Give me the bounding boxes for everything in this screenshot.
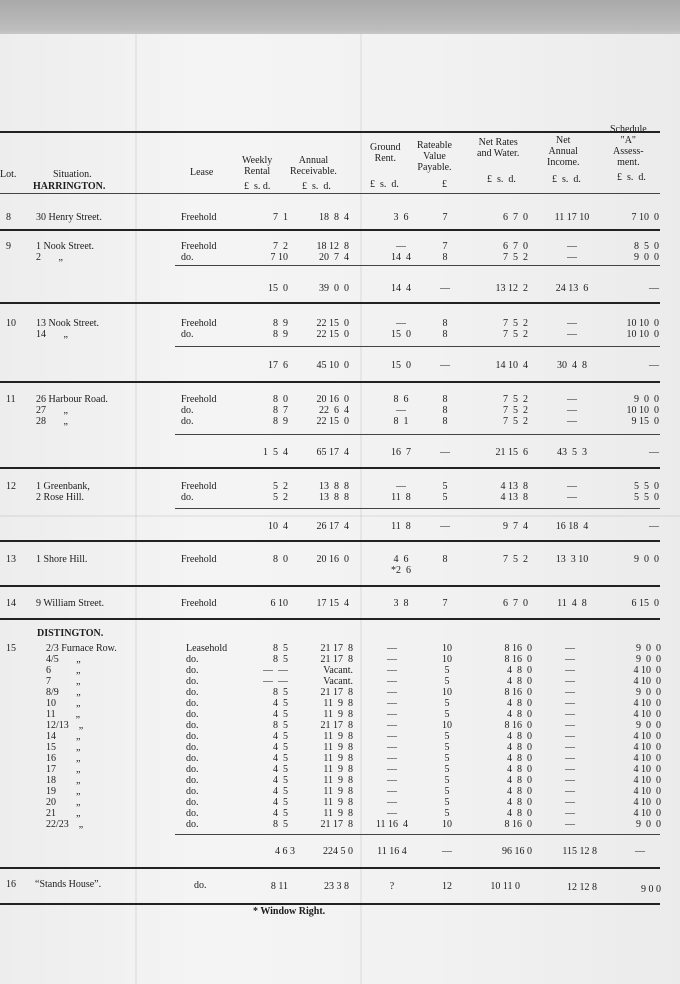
paper-fold (360, 34, 362, 984)
annual-cell: 13 8 8 13 8 8 (319, 481, 349, 503)
header-top-rule (0, 131, 660, 133)
lot-number: 11 (6, 394, 16, 405)
lease-cell: Freehold (181, 554, 217, 565)
annual-cell: 17 15 4 (316, 598, 349, 609)
net-income-cell: 11 4 8 (557, 598, 587, 609)
ground-cell: — 14 4 (391, 241, 411, 263)
footnote: * Window Right. (253, 906, 326, 917)
subtotal-rule (175, 434, 660, 435)
weekly-cell: 8 0 8 7 8 9 (273, 394, 288, 427)
annual-cell: 20 16 0 (316, 554, 349, 565)
net-income-cell: — — (567, 241, 577, 263)
annual-cell: 65 17 4 (316, 447, 349, 458)
net-income-cell: 30 4 8 (557, 360, 587, 371)
net-rates-cell: 10 11 0 (490, 881, 520, 892)
schedule-cell: — (649, 447, 659, 458)
schedule-cell: 9 0 0 10 10 0 9 15 0 (626, 394, 659, 427)
rateable-cell: 8 8 (442, 318, 448, 340)
bottom-rule (0, 903, 660, 905)
schedule-cell: 6 15 0 (631, 598, 659, 609)
net-income-cell: 13 3 10 (555, 554, 589, 565)
net-income-cell: 11 17 10 (554, 212, 590, 223)
net-rates-cell: 14 10 4 (495, 360, 528, 371)
rateable-cell: — (440, 447, 450, 458)
weekly-cell: 8 9 8 9 (273, 318, 288, 340)
net-rates-cell: 6 7 0 7 5 2 (503, 241, 528, 263)
ground-cell: 8 6 — 8 1 (393, 394, 409, 427)
situation-cell: 1 Nook Street. 2 „ (36, 241, 95, 263)
weekly-cell: 8 0 (273, 554, 288, 565)
subtotal-rule (175, 265, 660, 266)
schedule-cell: — (649, 360, 659, 371)
schedule-cell: — (649, 521, 659, 532)
lot-number: 13 (6, 554, 16, 565)
ground-cell: — — — — — — — — — — — — — — — — 11 16 4 (375, 643, 409, 830)
header-bottom-rule (0, 193, 660, 194)
weekly-cell: 7 1 (273, 212, 288, 223)
weekly-cell: 17 6 (268, 360, 288, 371)
net-rates-cell: 8 16 0 8 16 0 4 8 0 4 8 0 8 16 0 4 8 0 4 8 0 8 16 0 4 8 0 4 8 0 4 8 0 4 8 0 4 8 0 4 8 0 4 8 0 4 8 0 8 16 0 (504, 643, 532, 830)
net-rates-cell: 6 7 0 (503, 212, 528, 223)
lease-cell: Freehold (181, 598, 217, 609)
net-rates-total: 96 16 0 (502, 846, 532, 857)
weekly-cell: 6 10 (270, 598, 288, 609)
section-rule (0, 302, 660, 304)
situation-cell: “Stands House”. (35, 879, 102, 890)
situation-cell: 1 Shore Hill. (36, 554, 88, 565)
rateable-cell: 7 8 (442, 241, 448, 263)
subtotal-rule (175, 346, 660, 347)
annual-cell: 18 12 8 20 7 4 (316, 241, 349, 263)
situation-cell: 30 Henry Street. (36, 212, 102, 223)
header-net-income: Net Annual Income. (547, 135, 580, 168)
net-income-total: 115 12 8 (562, 846, 597, 857)
rateable-cell: 10 10 5 5 10 5 5 10 5 5 5 5 5 5 5 5 10 (442, 643, 452, 830)
section-rule (0, 867, 660, 869)
schedule-cell: 10 10 0 10 10 0 (626, 318, 659, 340)
header-schedule: Schedule "A" Assess- ment. (610, 124, 647, 168)
section-rule (0, 229, 660, 231)
paper-fold (135, 34, 137, 984)
net-income-cell: 12 12 8 (567, 882, 597, 893)
situation-cell: 2/3 Furnace Row. 4/5 „ 6 „ 7 „ 8/9 „ 10 „ 11 „ 12/13 „ 14 „ 15 „ 16 „ 17 „ 18 „ 19 „ 20 „ 21 „ 22/23 „ (46, 643, 117, 830)
lease-cell: Freehold do. (181, 318, 217, 340)
annual-cell: 26 17 4 (316, 521, 349, 532)
header-weekly: Weekly Rental (242, 155, 273, 177)
section-rule (0, 540, 660, 542)
situation-cell: 26 Harbour Road. 27 „ 28 „ (36, 394, 108, 427)
annual-cell: 21 17 8 21 17 8 Vacant. Vacant. 21 17 8 11 9 8 11 9 8 21 17 8 11 9 8 11 9 8 11 9 8 11 9 8 11 9 8 11 9 8 11 9 8 11 9 8 21 17 8 (320, 643, 353, 830)
units-net-rates: £ s. d. (487, 174, 516, 185)
distington-heading: DISTINGTON. (37, 628, 104, 639)
schedule-cell: 7 10 0 (631, 212, 659, 223)
net-rates-cell: 4 13 8 4 13 8 (500, 481, 528, 503)
section-rule (0, 585, 660, 587)
ground-total: 11 16 4 (377, 846, 407, 857)
units-schedule: £ s. d. (617, 172, 646, 183)
rateable-cell: 12 (442, 881, 452, 892)
schedule-cell: 5 5 0 5 5 0 (634, 481, 659, 503)
section-rule (0, 467, 660, 469)
header-rateable: Rateable Value Payable. (417, 140, 452, 173)
ground-cell: ? (389, 881, 395, 892)
rateable-cell: 8 (442, 554, 448, 565)
paper-fold (0, 515, 680, 517)
header-net-rates: Net Rates and Water. (477, 137, 520, 159)
header-annual: Annual Receivable. (290, 155, 337, 177)
lot-number: 8 (6, 212, 11, 223)
lot-number: 16 (6, 879, 16, 890)
annual-cell: 22 15 0 22 15 0 (316, 318, 349, 340)
rateable-total: — (442, 846, 452, 857)
weekly-cell: 7 2 7 10 (270, 241, 288, 263)
section-rule (0, 618, 660, 620)
ground-cell: 11 8 (391, 521, 411, 532)
annual-cell: 39 0 0 (319, 283, 349, 294)
annual-cell: 18 8 4 (319, 212, 349, 223)
section-rule (0, 381, 660, 383)
rateable-cell: 7 (442, 598, 448, 609)
rateable-cell: 5 5 (442, 481, 448, 503)
units-rateable: £ (442, 179, 447, 190)
header-lot: Lot. (0, 169, 17, 180)
annual-cell: 23 3 8 (324, 881, 349, 892)
net-income-cell: 43 5 3 (557, 447, 587, 458)
lease-cell: Freehold do. (181, 481, 217, 503)
units-annual: £ s. d. (302, 181, 331, 192)
lease-cell: Leasehold do. do. do. do. do. do. do. do. do. do. do. do. do. do. do. do. (186, 643, 228, 830)
lease-cell: Freehold (181, 212, 217, 223)
lot-number: 15 (6, 643, 16, 654)
lot-number: 12 (6, 481, 16, 492)
net-rates-cell: 9 7 4 (503, 521, 528, 532)
net-rates-cell: 7 5 2 (503, 554, 528, 565)
net-rates-cell: 7 5 2 7 5 2 (503, 318, 528, 340)
schedule-cell: — (649, 283, 659, 294)
rateable-cell: 7 (442, 212, 448, 223)
schedule-cell: 9 0 0 (634, 554, 659, 565)
schedule-cell: 9 0 0 (641, 884, 661, 895)
ground-cell: — 11 8 (391, 481, 411, 503)
net-income-cell: 24 13 6 (555, 283, 589, 294)
units-ground: £ s. d. (370, 179, 399, 190)
rateable-cell: — (440, 283, 450, 294)
schedule-cell: 9 0 0 9 0 0 4 10 0 4 10 0 9 0 0 4 10 0 4 10 0 9 0 0 4 10 0 4 10 0 4 10 0 4 10 0 4 10 0 4 10 0 4 10 0 4 10 0 9 0 0 (633, 643, 661, 830)
weekly-cell: 15 0 (268, 283, 288, 294)
weekly-cell: 1 5 4 (263, 447, 288, 458)
header-harrington: HARRINGTON. (33, 181, 106, 192)
ground-cell: 15 0 (391, 360, 411, 371)
lease-cell: Freehold do. (181, 241, 217, 263)
rateable-cell: 8 8 8 (442, 394, 448, 427)
lease-cell: Freehold do. do. (181, 394, 217, 427)
annual-cell: 20 16 0 22 6 4 22 15 0 (316, 394, 349, 427)
weekly-total: 4 6 3 (275, 846, 295, 857)
ground-cell: — 15 0 (391, 318, 411, 340)
ground-cell: 4 6 *2 6 (391, 554, 411, 576)
weekly-cell: 10 4 (268, 521, 288, 532)
net-rates-cell: 6 7 0 (503, 598, 528, 609)
net-income-cell: — — — — — — — — — — — — — — — — — (565, 643, 575, 830)
lot-number: 9 (6, 241, 11, 252)
net-income-cell: — — (567, 318, 577, 340)
header-ground: Ground Rent. (370, 142, 401, 164)
rateable-cell: — (440, 360, 450, 371)
weekly-cell: 8 5 8 5 — — — — 8 5 4 5 4 5 8 5 4 5 4 5 4 5 4 5 4 5 4 5 4 5 4 5 8 5 (263, 643, 288, 830)
ground-cell: 16 7 (391, 447, 411, 458)
ground-cell: 3 8 (393, 598, 409, 609)
subtotal-rule (175, 508, 660, 509)
header-situation: Situation. (53, 169, 92, 180)
situation-cell: 9 William Street. (36, 598, 105, 609)
net-rates-cell: 21 15 6 (495, 447, 528, 458)
weekly-cell: 5 2 5 2 (273, 481, 288, 503)
lease-cell: do. (194, 880, 207, 891)
units-weekly: £ s. d. (244, 181, 271, 192)
lot-number: 10 (6, 318, 16, 329)
header-lease: Lease (190, 167, 214, 178)
weekly-cell: 8 11 (270, 881, 288, 892)
situation-cell: 13 Nook Street. 14 „ (36, 318, 100, 340)
schedule-cell: 8 5 0 9 0 0 (634, 241, 659, 263)
net-rates-cell: 13 12 2 (495, 283, 528, 294)
annual-total: 224 5 0 (323, 846, 353, 857)
net-rates-cell: 7 5 2 7 5 2 7 5 2 (503, 394, 528, 427)
net-income-cell: — — — (567, 394, 577, 427)
subtotal-rule (175, 834, 660, 835)
schedule-total: — (635, 846, 645, 857)
net-income-cell: 16 18 4 (555, 521, 589, 532)
rateable-cell: — (440, 521, 450, 532)
net-income-cell: — — (567, 481, 577, 503)
annual-cell: 45 10 0 (316, 360, 349, 371)
lot-number: 14 (6, 598, 16, 609)
ground-cell: 14 4 (391, 283, 411, 294)
situation-cell: 1 Greenbank, 2 Rose Hill. (36, 481, 90, 503)
ground-cell: 3 6 (393, 212, 409, 223)
units-net-income: £ s. d. (552, 174, 581, 185)
